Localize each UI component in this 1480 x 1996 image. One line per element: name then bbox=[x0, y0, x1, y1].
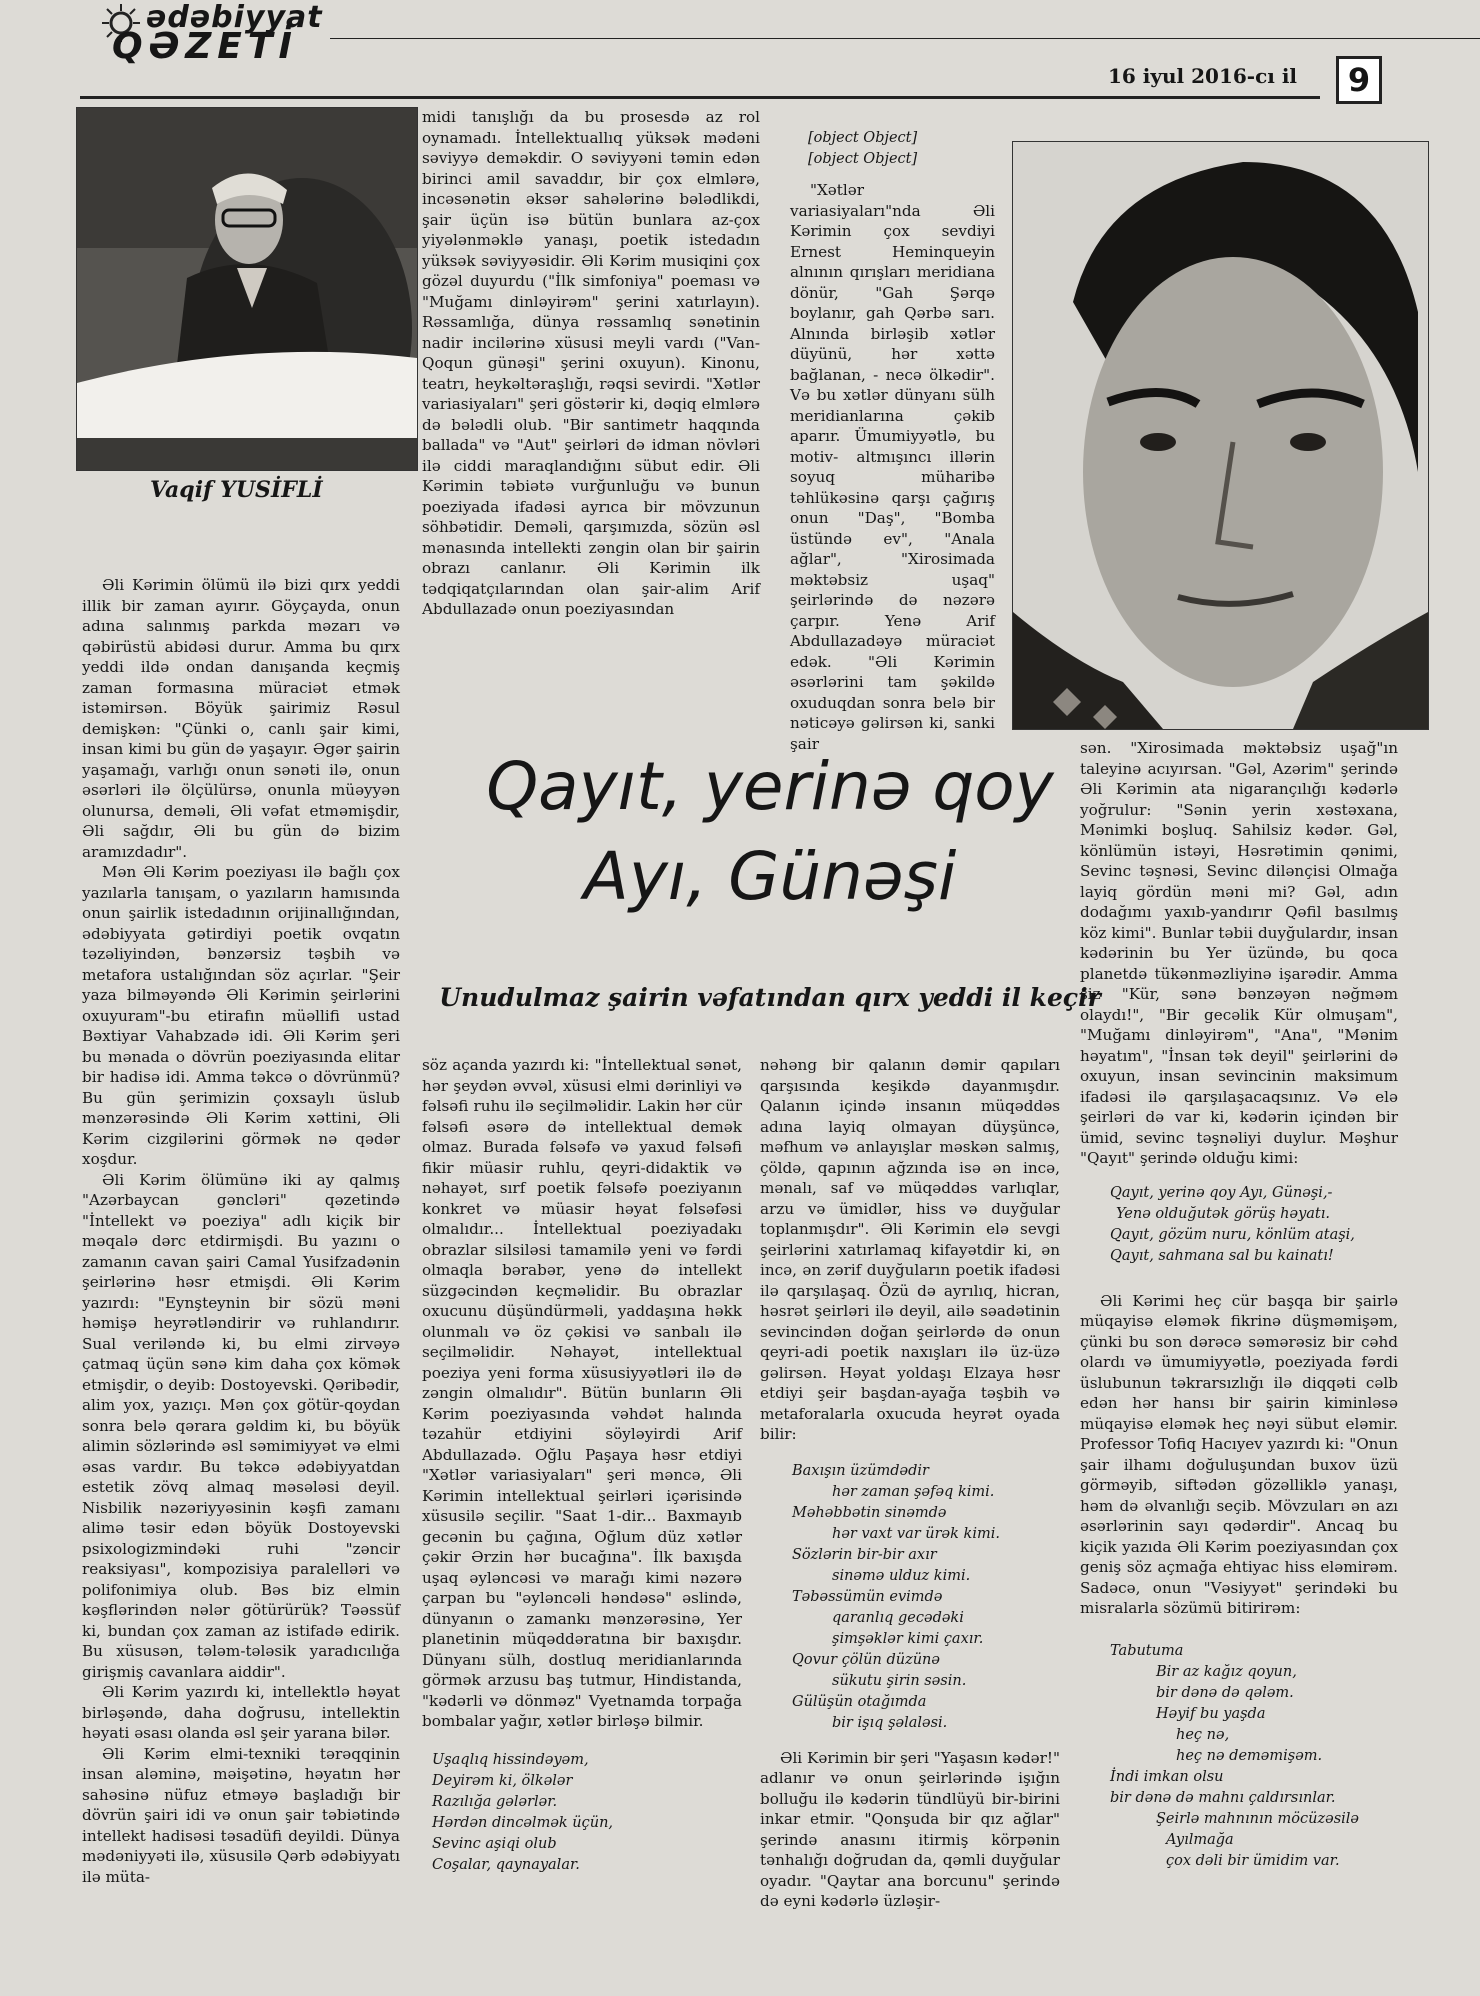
poem-line: heç nə, bbox=[1176, 1726, 1230, 1743]
poem-line: Tabutuma bbox=[1110, 1642, 1184, 1659]
article-paragraph: Əli Kərimi heç cür başqa bir şairlə müqayisə eləmək fikrinə düşməmişəm, çünki bu son dərəcə səmərəsiz bir cəhd olardı və ümumiyyətlə, poeziyada fərdi üslubunun təkrarsızlığı ilə diqqəti cəlb edən hər hansı bir şairin kiminləsə müqayisə eləmək heç nəyi sübut eləmir. Professor Tofiq Hacıyev yazırdı ki: "Onun şair ilhamı doğuluşundan buxov üzü görməyib, siftədən gözəlliklə yanaşı, həm də əlvanlığı seçib. Mövzuları ən azı əsərlərinin sayı qədərdir". Ancaq bu kiçik yazıda Əli Kərim poeziyasından çox geniş söz açmağa ehtiyac hiss eləmirəm. Sadəcə, onun "Vəsiyyət" şerindəki bu misralarla sözümü bitirirəm: bbox=[1080, 1291, 1398, 1617]
issue-date: 16 iyul 2016-cı il bbox=[1108, 64, 1298, 88]
column-c-top bbox=[790, 128, 995, 754]
poem-line: Şeirlə mahnının möcüzəsilə bbox=[1156, 1810, 1359, 1827]
poem-line: Baxışın üzümdədir bbox=[792, 1462, 929, 1479]
poem-line: bir dənə də mahnı çaldırsınlar. bbox=[1110, 1789, 1336, 1806]
poem-line: Coşalar, qaynayalar. bbox=[432, 1856, 580, 1873]
poem-line: hər zaman şəfəq kimi. bbox=[832, 1483, 995, 1500]
article-paragraph: Əli Kərim elmi-texniki tərəqqinin insan aləminə, məişətinə, həyatın hər sahəsinə nüfuz etməyə başladığı bir dövrün şairi idi və onun şair təbiətində intellekt hadisəsi təsadüfi deyildi. Dünya mədəniyyəti ilə, xüsusilə Qərb ədəbiyyatı ilə müta- bbox=[82, 1744, 400, 1886]
poem-line: Qayıt, sahmana sal bu kainatı! bbox=[1110, 1247, 1334, 1264]
poem-line: Həyif bu yaşda bbox=[1156, 1705, 1266, 1722]
article-paragraph: Əli Kərimin ölümü ilə bizi qırx yeddi illik bir zaman ayırır. Göyçayda, onun adına salınmış parkda məzarı və qəbirüstü abidəsi durur. Amma bu qırx yeddi ildə ondan danışanda keçmiş zaman formasına müraciət etmək istəmirsən. Böyük şairimiz Rəsul demişkən: "Çünki o, canlı şair kimi, insan kimi bu gün də yaşayır. Əgər şairin yaşamağı, varlığı onun sənəti ilə, onun əsərləri ilə ölçülürsə, onunla müəyyən olunursa, deməli, Əli vəfat etməmişdir, Əli sağdır, Əli bu gün də bizim aramızdadır". bbox=[82, 576, 400, 861]
masthead-line1: ədəbiyyat bbox=[146, 0, 323, 35]
author-byline: Vaqif YUSİFLİ bbox=[150, 477, 323, 503]
poem-line: Deyirəm ki, ölkələr bbox=[432, 1772, 573, 1789]
poem-line: Yenə olduğutək görüş həyatı. bbox=[1116, 1205, 1330, 1222]
article-paragraph: sən. "Xirosimada məktəbsiz uşağ"ın taleyinə acıyırsan. "Gəl, Azərim" şerində Əli Kərimin ata nigarançılığı kədərlə yoğrulur: "Sənin yerin xəstəxana, Mənimki boşluq. Sahilsiz kədər. Gəl, könlümün istəyi, Həsrətimin qənimi, Sevinc təşnəsi, Sevinc dilənçisi Olmağa layiq gördün məni mi? Gəl, adın dodağımı yaxıb-yandırır Qəfil basılmış köz kimi". Bunlar təbii duyğulardır, insan kədərinin bu Yer üzündə, bu qoca planetdə tükənməzliyinə işarədir. Amma siz "Kür, sənə bənzəyən nəğməm olaydı!", "Bir gecəlik Kür olmuşam", "Muğamı dinləyirəm", "Ana", "Mənim həyatım", "İnsan tək deyil" şeirlərini də oxuyun, insan sevincinin maksimum ifadəsi ilə qarşılaşacaqsınız. Və elə şeirləri də var ki, kədərin içindən bir ümid, sevinc təşnəliyi duylur. Məşhur "Qayıt" şerində olduğu kimi: bbox=[1080, 739, 1398, 1167]
poem-line: hər vaxt var ürək kimi. bbox=[832, 1525, 1000, 1542]
article-headline bbox=[420, 742, 1120, 922]
article-paragraph: nəhəng bir qalanın dəmir qapıları qarşısında keşikdə dayanmışdır. Qalanın içində insanın müqəddəs adına layiq olmayan düyşüncə, məfhum və anlayışlar məskən salmış, çöldə, qapının ağzında isə ən incə, mənalı, saf və müqəddəs varlıqlar, arzu və ümidlər, hiss və duyğular toplanmışdır". Əli Kərimin elə sevgi şeirlərini xatırlamaq kifayətdir ki, ən incə, ən zərif duyğuların poetik ifadəsi ilə qarşılaşaq. Özü də ayrılıq, hicran, həsrət şeirləri ilə deyil, ailə səadətinin sevincindən doğan şeirlərdə də onun qeyri-adi poetik naxışları ilə üz-üzə gəlirsən. Həyat yoldaşı Elzaya həsr etdiyi şeir başdan-ayağa təşbih və metaforalarla oxucuda heyrət oyada bilir: bbox=[760, 1056, 1060, 1443]
column-c-bottom bbox=[760, 1055, 1060, 1912]
article-paragraph: Əli Kərimin bir şeri "Yaşasın kədər!" adlanır və onun şeirlərində işığın bolluğu ilə kədərin tündlüyü bir-birini inkar etmir. "Qonşuda bir qız ağlar" şerində anasını itirmiş körpənin tənhalığı doğrudan da, qəmli duyğular oyadır. "Qaytar ana borcunu" şerində də eyni kədərlə üzləşir- bbox=[760, 1748, 1060, 1910]
poem-qayit bbox=[1110, 1183, 1398, 1267]
poem-line: çox dəli bir ümidim var. bbox=[1166, 1852, 1340, 1869]
poem-line: İndi imkan olsu bbox=[1110, 1768, 1224, 1785]
article-subtitle: Unudulmaz şairin vəfatından qırx yeddi il keçir bbox=[439, 983, 1101, 1012]
column-a bbox=[82, 575, 400, 1887]
article-paragraph: Əli Kərim ölümünə iki ay qalmış "Azərbaycan gəncləri" qəzetində "İntellekt və poeziya" adlı kiçik bir məqalə dərc etdirmişdi. Bu yazını o zamanın cavan şairi Camal Yusifzadənin şeirlərinə həsr etmişdi. Əli Kərim yazırdı: "Eynşteynin bir sözü məni həmişə heyrətləndirir və ruhlandırır. Sual veriləndə ki, bu elmi zirvəyə çatmaq üçün sənə kim daha çox kömək etmişdir, o deyib: Dostoyevski. Qəribədir, alim yox, yazıçı. Mən çox götür-qoydan sonra belə qərara gəldim ki, bu böyük alimin sözlərində əsl səmimiyyət və elmi əsas vardır. Bu təkcə ədəbiyyatdan estetik zövq almaq məsələsi deyil. Nisbilik nəzəriyyəsinin kəşfi zamanı alimə təsir edən böyük Dostoyevski psixologizmindəki ruhi "zəncir reaksiyası", kompozisiya paralelləri və polifonimiya olub. Bəs biz elmin kəşflərindən nələr götürürük? Təəssüf ki, bundan çox zaman az istifadə edirik. Bu xüsusən, tələm-tələsik yaradıcılığa girişmiş cavanlara aiddir". bbox=[82, 1170, 400, 1681]
column-d bbox=[1080, 738, 1398, 1872]
poem-line: Sözlərin bir-bir axır bbox=[792, 1546, 937, 1563]
poem-line: qaranlıq gecədəki bbox=[832, 1609, 964, 1626]
headline-line2: Ayı, Günəşi bbox=[583, 838, 957, 915]
poem-elza bbox=[792, 1461, 1060, 1734]
poem-line: şimşəklər kimi çaxır. bbox=[832, 1630, 984, 1647]
masthead-line2: QƏZETİ bbox=[112, 26, 298, 67]
article-paragraph: "Xətlər variasiyaları"nda Əli Kərimin çox sevdiyi Ernest Heminqueyin alnının qırışları meridiana dönür, "Gah Şərqə boylanır, gah Qərbə sarı. Alnında birləşib xətlər düyünü, hər xəttə bağlanan, - necə ölkədir". Və bu xətlər dünyanı sülh meridianlarına çəkib aparır. Ümumiyyətlə, bu motiv- altmışıncı illərin soyuq müharibə təhlükəsinə qarşı çağırış onun "Daş", "Bomba üstündə ev", "Anala ağlar", "Xirosimada məktəbsiz uşaq" şeirlərində də nəzərə çarpır. Yenə Arif Abdullazadəyə müraciət edək. "Əli Kərimin əsərlərini tam şəkildə oxuduqdan sonra belə bir nəticəyə gəlirsən ki, sanki şair bbox=[790, 181, 995, 753]
poem-line: Təbəssümün evimdə bbox=[792, 1588, 943, 1605]
poem-line: Qovur çölün düzünə bbox=[792, 1651, 940, 1668]
poem-line: Qayıt, gözüm nuru, könlüm ataşi, bbox=[1110, 1226, 1355, 1243]
poem-vesiyyet bbox=[1110, 1641, 1398, 1872]
poem-line: bir dənə də qələm. bbox=[1156, 1684, 1294, 1701]
poem-line: Uşaqlıq hissindəyəm, bbox=[432, 1751, 589, 1768]
photo-portrait bbox=[1012, 141, 1429, 730]
poem-line: sinəmə ulduz kimi. bbox=[832, 1567, 971, 1584]
article-paragraph: söz açanda yazırdı ki: "İntellektual sənət, hər şeydən əvvəl, xüsusi elmi dərinliyi və fəlsəfi ruhu ilə seçilməlidir. Lakin hər cür fəlsəfi əsərə də intellektual demək olmaz. Burada fəlsəfə və yaxud fəlsəfi fikir müasir ruhlu, qeyri-didaktik və nəhayət, sırf poetik fəlsəfə poeziyanın konkret və müasir həyat fəlsəfəsi olmalıdır... İntellektual poeziyadakı obrazlar silsiləsi tamamilə yeni və fərdi olmaqla bərabər, yenə də intellekt süzgəcindən keçməlidir. Bu obrazlar oxucunu düşündürməli, yaddaşına həkk olunmalı və öz çəkisi və sanbalı ilə seçilməlidir. Nəhayət, intellektual poeziya yeni forma xüsusiyyətləri ilə də zəngin olmalıdır". Bütün bunların Əli Kərim poeziyasında vəhdət halında təzahür etdiyini söyləyirdi Arif Abdullazadə. Oğlu Paşaya həsr etdiyi "Xətlər variasiyaları" şeri məncə, Əli Kərimin intellektual şeirləri içərisində xüsusilə seçilir. "Saat 1-dir... Baxmayıb gecənin bu çağına, Oğlum düz xətlər çəkir Ərzin hər bucağına". İlk baxışda uşaq əyləncəsi və marağı kimi nəzərə çarpan bu "əyləncəli həndəsə" əslində, dünyanın o zamankı mənzərəsinə, Yer planetinin müqəddəratına bir baxışdır. Dünyanı sülh, dostluq meridianlarında görmək arzusu baş tutmur, Hindistanda, "kədərli və dönməz" Vyetnamda torpağa bombalar yağır, xətlər birləşə bilmir. bbox=[422, 1056, 742, 1730]
poem-line: sükutu şirin səsin. bbox=[832, 1672, 967, 1689]
poem-line: heç nə deməmişəm. bbox=[1176, 1747, 1323, 1764]
header-thin-rule bbox=[330, 38, 1480, 39]
poem-line: [object Object] bbox=[808, 130, 918, 146]
headline-line1: Qayıt, yerinə qoy bbox=[486, 748, 1054, 825]
poem-line: Gülüşün otağımda bbox=[792, 1693, 927, 1710]
article-paragraph: Mən Əli Kərim poeziyası ilə bağlı çox yazılarla tanışam, o yazıların hamısında onun şairlik istedadının orijinallığından, ədəbiyyata gətirdiyi poetik ovqatın təzəliyindən, bənzərsiz təşbih və metafora ustalığından söz açırlar. "Şeir yaza bilməyəndə Əli Kərimin şeirlərini oxuyuram"-bu etirafın müəllifi ustad Bəxtiyar Vahabzadə idi. Əli Kərim şeri bu mənada o dövrün poeziyasında elitar bir hadisə idi. Amma təkcə o dövrünmü? Bu gün şerimizin çoxsaylı üslub mənzərəsində Əli Kərim xəttini, Əli Kərim cizgilərini görmək nə qədər xoşdur. bbox=[82, 863, 400, 1168]
poem-line: Sevinc aşiqi olub bbox=[432, 1835, 557, 1852]
poem-line: Ayılmağa bbox=[1166, 1831, 1234, 1848]
poem-line: Məhəbbətin sinəmdə bbox=[792, 1504, 947, 1521]
column-b-bottom bbox=[422, 1055, 742, 1876]
column-b-top bbox=[422, 107, 760, 620]
poem-line: Razılığa gələrlər. bbox=[432, 1793, 558, 1810]
photo-speaker bbox=[76, 107, 418, 471]
poem-childhood bbox=[432, 1750, 742, 1876]
article-paragraph: midi tanışlığı da bu prosesdə az rol oynamadı. İntellektuallıq yüksək mədəni səviyyə deməkdir. O səviyyəni təmin edən birinci amil savaddır, bir çox elmlərə, incəsənətin əksər sahələrinə bələdlikdi, şair üçün isə bütün bunlara az-çox yiyələnməklə yanaşı, poetik istedadın yüksək səviyyəsidir. Əli Kərim musiqini çox gözəl duyurdu ("İlk simfoniya" poeması və "Muğamı dinləyirəm" şerini xatırlayın). Rəssamlığa, dünya rəssamlıq sənətinin nadir incilərinə xüsusi meyli vardı ("Van-Qoqun günəşi" şerini oxuyun). Kinonu, teatrı, heykəltəraşlığı, rəqsi sevirdi. "Xətlər variasiyaları" şeri göstərir ki, dəqiq elmlərə də bələdli olub. "Bir santimetr haqqında ballada" və "Aut" şeirləri də idman növləri ilə ciddi maraqlandığını sübut edir. Əli Kərimin təbiətə vurğunluğu və bunun poeziyada ifadəsi ayrıca bir mövzunun söhbətidir. Deməli, qarşımızda, sözün əsl mənasında intellekti zəngin olan bir şairin obrazı canlanır. Əli Kərimin ilk tədqiqatçılarından olan şair-alim Arif Abdullazadə onun poeziyasından bbox=[422, 108, 760, 618]
header-rule bbox=[80, 96, 1320, 99]
poem-line: [object Object] bbox=[808, 151, 918, 167]
masthead bbox=[100, 0, 330, 65]
page-number: 9 bbox=[1336, 56, 1382, 104]
poem-line: Bir az kağız qoyun, bbox=[1156, 1663, 1297, 1680]
poem-line: Qayıt, yerinə qoy Ayı, Günəşi,- bbox=[1110, 1184, 1333, 1201]
poem-line: Hərdən dincəlmək üçün, bbox=[432, 1814, 614, 1831]
poem-meridian bbox=[808, 128, 995, 170]
article-paragraph: Əli Kərim yazırdı ki, intellektlə həyat birləşəndə, daha doğrusu, intellektin həyati əsası olanda əsl şeir yarana bilər. bbox=[82, 1683, 400, 1742]
poem-line: bir işıq şəlaləsi. bbox=[832, 1714, 948, 1731]
